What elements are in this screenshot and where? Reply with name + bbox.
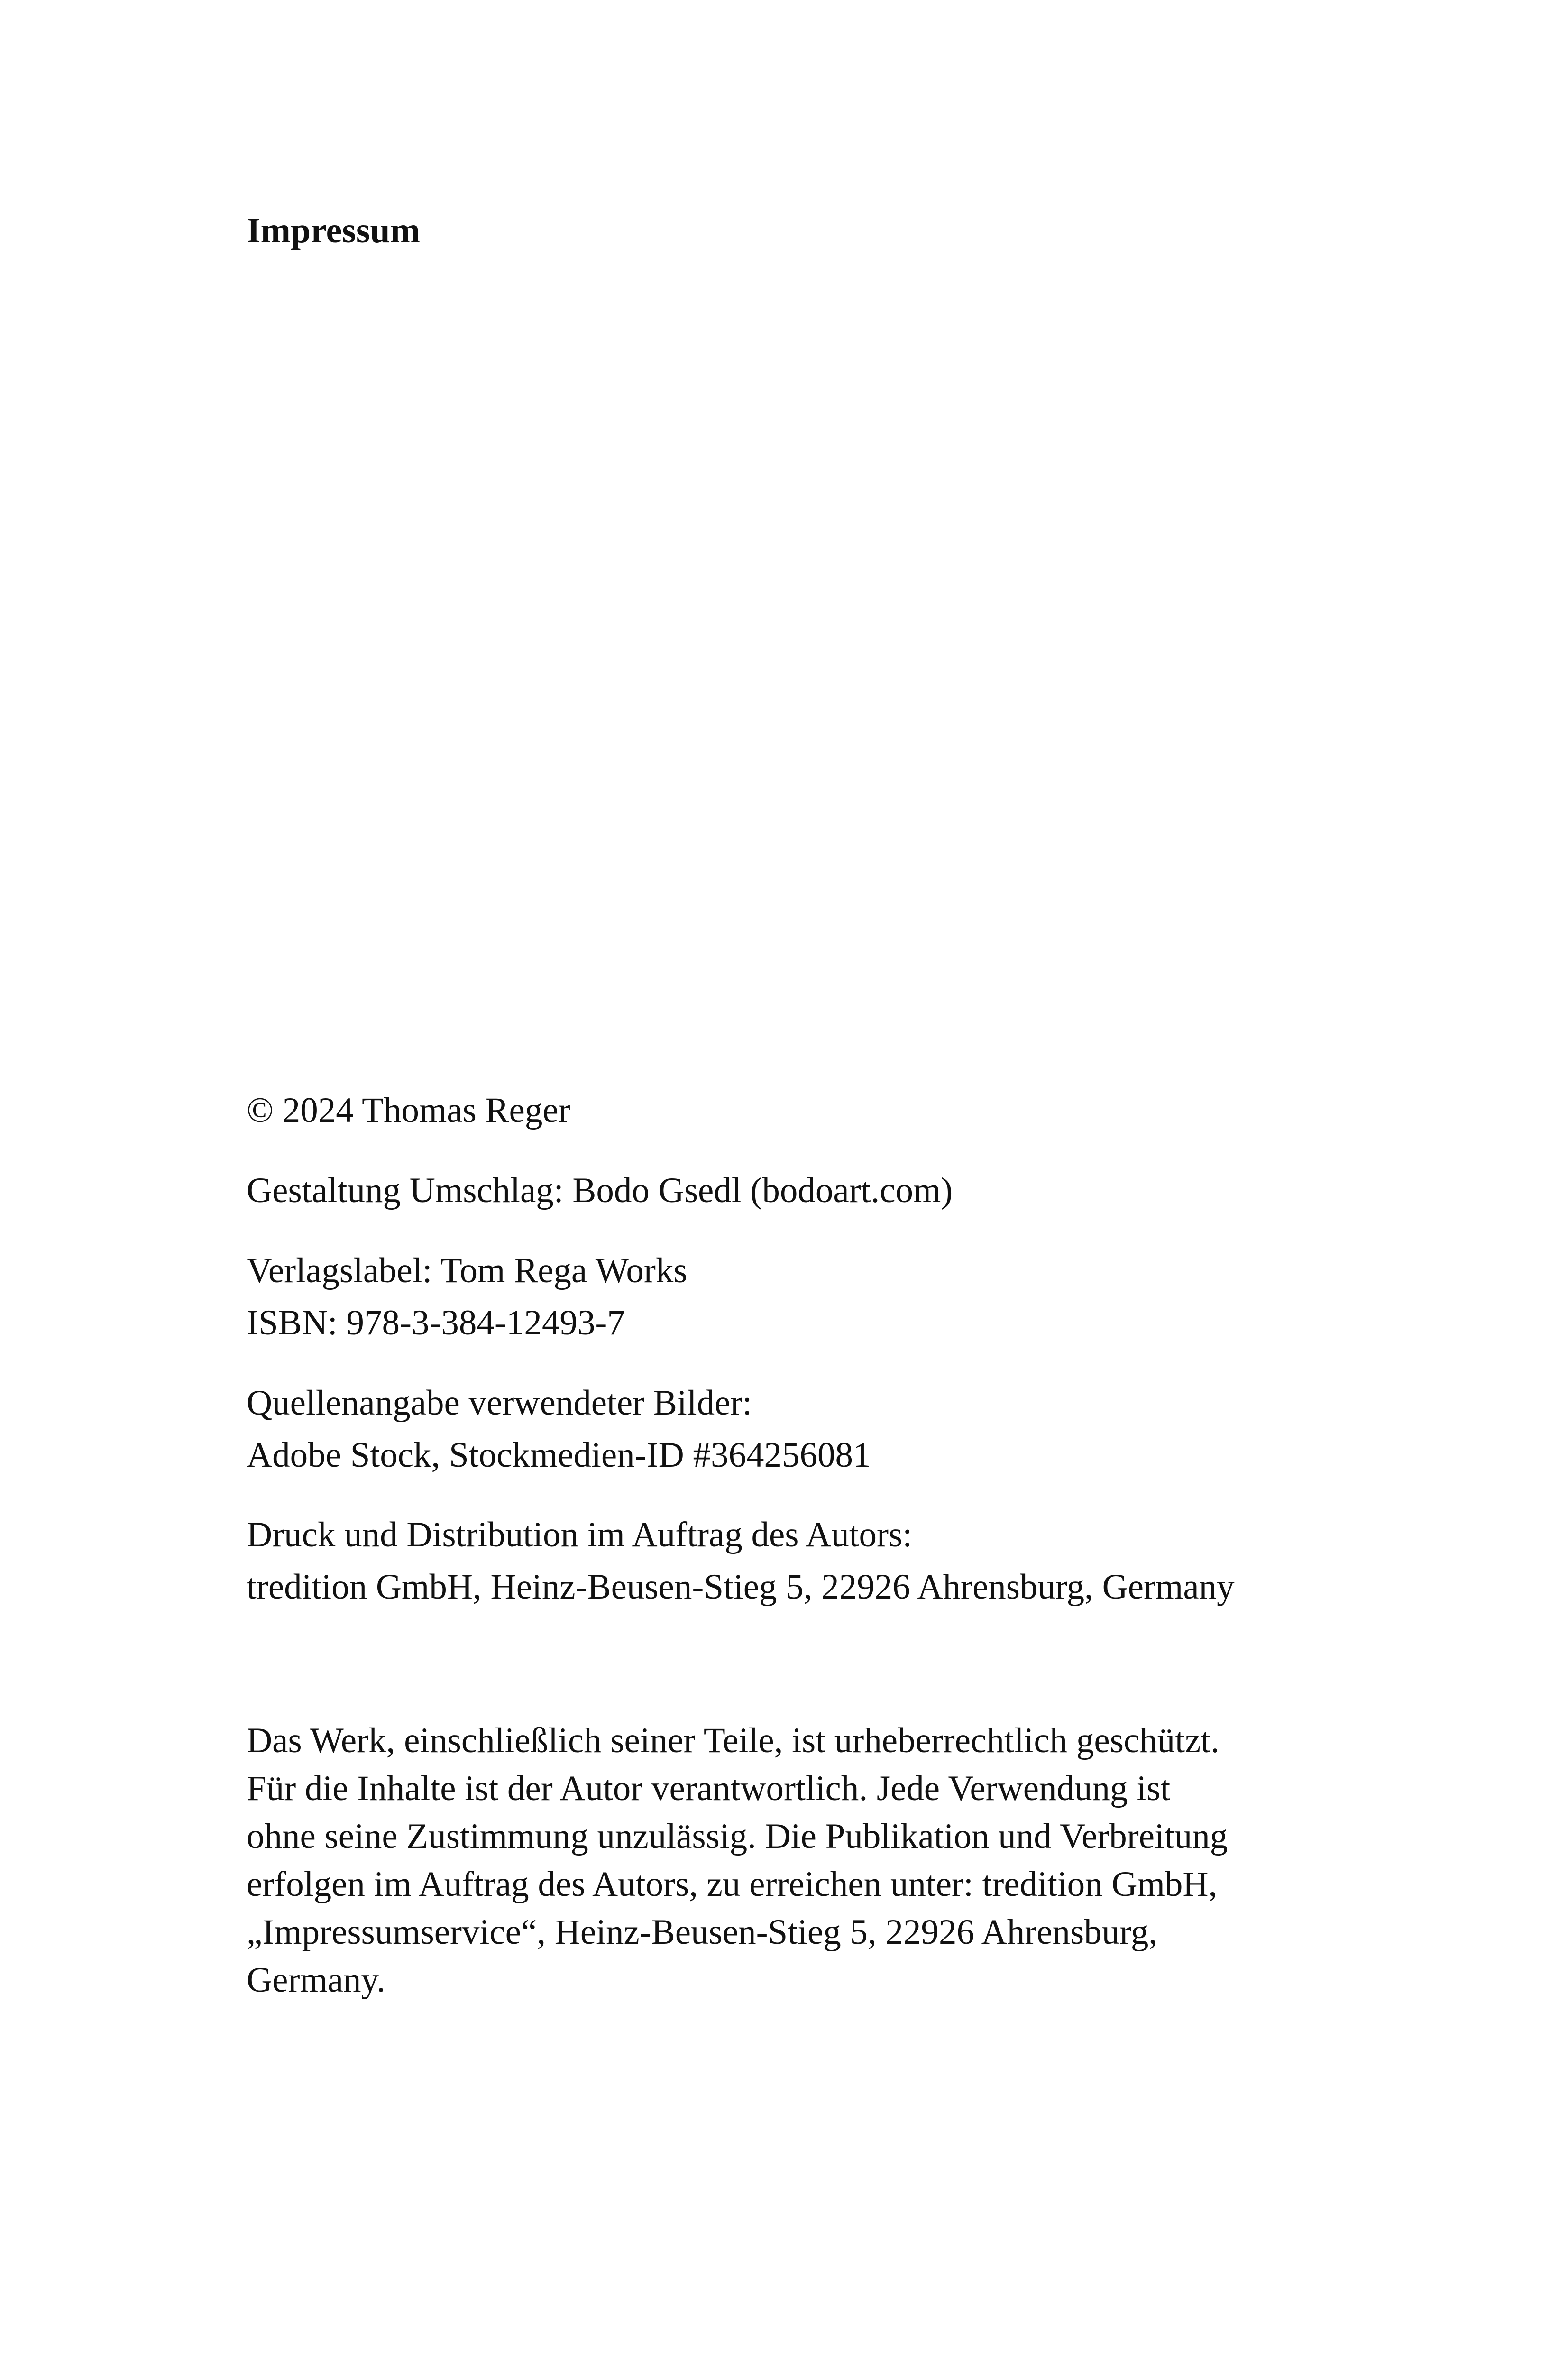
copyright-line: © 2024 Thomas Reger bbox=[247, 1091, 570, 1130]
cover-design-credit bbox=[247, 1165, 953, 1217]
publisher-info bbox=[247, 1245, 688, 1349]
image-source-entry: Adobe Stock, Stockmedien-ID #364256081 bbox=[247, 1435, 871, 1475]
legal-notice bbox=[247, 1717, 1228, 2004]
legal-notice-line: „Impressumservice“, Heinz-Beusen-Stieg 5, 22926 Ahrensburg, bbox=[247, 1912, 1158, 1952]
isbn: ISBN: 978-3-384-12493-7 bbox=[247, 1303, 625, 1342]
printing-title: Druck und Distribution im Auftrag des Autors: bbox=[247, 1515, 913, 1554]
printing-distribution bbox=[247, 1509, 1235, 1613]
legal-notice-line: ohne seine Zustimmung unzulässig. Die Publikation und Verbreitung bbox=[247, 1817, 1228, 1856]
legal-notice-line: Für die Inhalte ist der Autor verantwortlich. Jede Verwendung ist bbox=[247, 1769, 1171, 1808]
page-title: Impressum bbox=[247, 211, 420, 250]
copyright-notice bbox=[247, 1084, 570, 1137]
printing-address: tredition GmbH, Heinz-Beusen-Stieg 5, 22926 Ahrensburg, Germany bbox=[247, 1567, 1235, 1607]
image-sources-title: Quellenangabe verwendeter Bilder: bbox=[247, 1383, 752, 1423]
image-sources bbox=[247, 1377, 871, 1481]
cover-design-line: Gestaltung Umschlag: Bodo Gsedl (bodoart.com) bbox=[247, 1171, 953, 1210]
legal-notice-line: Germany. bbox=[247, 1960, 385, 2000]
legal-notice-line: Das Werk, einschließlich seiner Teile, ist urheberrechtlich geschützt. bbox=[247, 1721, 1220, 1760]
publisher-label: Verlagslabel: Tom Rega Works bbox=[247, 1251, 688, 1290]
legal-notice-line: erfolgen im Auftrag des Autors, zu erreichen unter: tredition GmbH, bbox=[247, 1865, 1218, 1904]
